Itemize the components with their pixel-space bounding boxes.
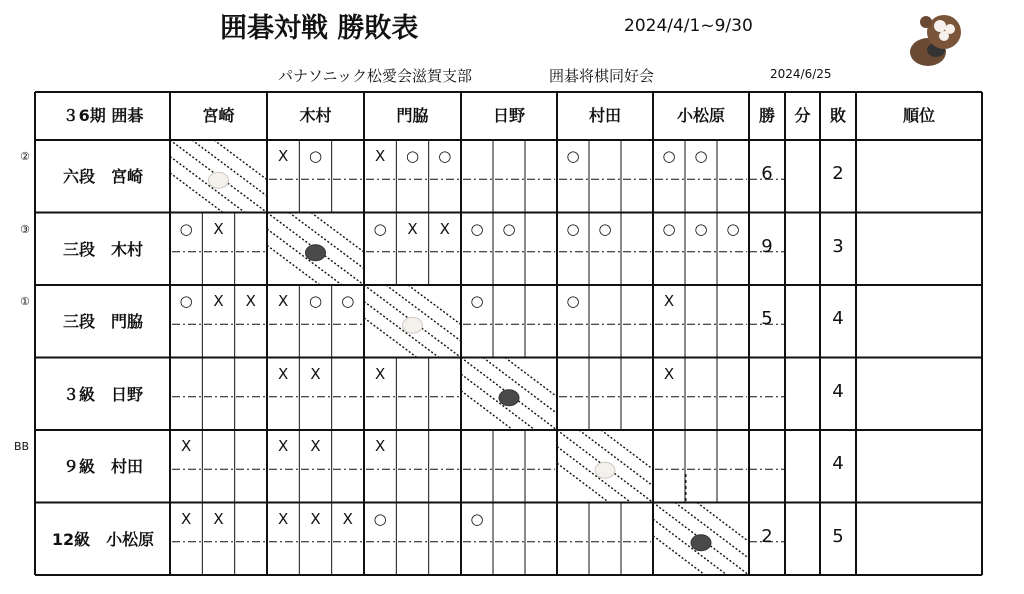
game-result-mark: X xyxy=(439,219,450,238)
loss-count: 4 xyxy=(832,308,844,329)
game-result-mark: ○ xyxy=(470,219,484,238)
game-result-mark: ○ xyxy=(598,219,612,238)
player-name: 三段 木村 xyxy=(62,239,143,259)
column-header: 宮崎 xyxy=(202,106,235,125)
win-count: 6 xyxy=(761,163,773,184)
game-result-mark: ○ xyxy=(470,509,484,528)
game-result-mark: ○ xyxy=(694,147,708,165)
game-result-mark: X xyxy=(663,292,675,310)
game-result-mark: X xyxy=(245,292,256,310)
game-result-mark: X xyxy=(278,147,289,165)
game-result-mark: ○ xyxy=(179,292,193,310)
club-label: 囲碁将棋同好会 xyxy=(549,67,655,85)
loss-count: 4 xyxy=(832,453,844,474)
game-result-mark: ○ xyxy=(662,147,676,165)
game-result-mark: ○ xyxy=(726,219,740,238)
white-stone xyxy=(209,172,229,188)
game-result-mark: X xyxy=(213,509,224,528)
row-side-note: ② xyxy=(20,150,30,163)
game-result-mark: X xyxy=(310,364,321,383)
game-result-mark: X xyxy=(310,437,321,455)
column-header: 日野 xyxy=(492,106,525,125)
black-stone xyxy=(306,245,326,261)
player-name: 12級 小松原 xyxy=(51,529,155,549)
column-header: 村田 xyxy=(588,106,621,125)
game-result-mark: X xyxy=(213,219,224,238)
game-result-mark: X xyxy=(407,219,418,238)
game-result-mark: ○ xyxy=(694,219,708,238)
game-result-mark: ○ xyxy=(373,509,387,528)
player-name: ９級 村田 xyxy=(62,457,143,476)
game-result-mark: X xyxy=(310,509,321,528)
period-label: 2024/4/1~9/30 xyxy=(624,16,753,36)
black-stone xyxy=(691,535,711,551)
player-name: ３級 日野 xyxy=(62,384,143,404)
game-result-mark: ○ xyxy=(438,147,452,165)
game-result-mark: ○ xyxy=(308,292,323,310)
game-result-mark: X xyxy=(663,364,675,383)
win-count: 9 xyxy=(761,235,773,257)
corner-label: ３6期 囲碁 xyxy=(62,106,144,125)
game-result-mark: X xyxy=(278,292,289,310)
column-header: 門脇 xyxy=(396,106,429,125)
game-result-mark: X xyxy=(278,364,289,383)
organization-label: パナソニック松愛会滋賀支部 xyxy=(278,67,472,85)
game-result-mark: ○ xyxy=(566,147,580,165)
draw-header: 分 xyxy=(794,106,811,125)
black-stone xyxy=(499,390,519,406)
row-side-note: BB xyxy=(14,440,30,453)
column-header: 木村 xyxy=(299,106,332,125)
win-count: 5 xyxy=(761,308,773,329)
game-result-mark: X xyxy=(375,364,386,383)
white-stone xyxy=(403,317,423,333)
loss-count: 4 xyxy=(832,380,844,402)
row-side-note: ① xyxy=(20,295,30,308)
game-result-mark: X xyxy=(278,509,289,528)
loss-count: 2 xyxy=(832,163,844,184)
game-result-mark: ○ xyxy=(405,147,420,165)
game-result-mark: X xyxy=(181,509,192,528)
column-header: 小松原 xyxy=(676,106,725,125)
rank-header: 順位 xyxy=(902,106,935,125)
player-name: 六段 宮崎 xyxy=(62,167,143,186)
player-name: 三段 門脇 xyxy=(62,312,143,331)
loss-count: 5 xyxy=(832,525,844,547)
game-result-mark: ○ xyxy=(566,219,580,238)
loss-header: 敗 xyxy=(829,106,846,125)
row-side-note: ③ xyxy=(20,222,30,236)
game-result-mark: X xyxy=(181,437,192,455)
game-result-mark: X xyxy=(278,437,289,455)
game-result-mark: X xyxy=(375,147,386,165)
update-date: 2024/6/25 xyxy=(770,67,832,81)
game-result-mark: ○ xyxy=(470,292,484,310)
game-result-mark: ○ xyxy=(502,219,516,238)
game-result-mark: ○ xyxy=(566,292,580,310)
game-result-mark: X xyxy=(213,292,224,310)
white-stone xyxy=(595,462,615,478)
game-result-mark: X xyxy=(342,509,353,528)
page-title: 囲碁対戦 勝敗表 xyxy=(220,13,419,44)
win-count: 2 xyxy=(761,525,773,547)
game-result-mark: X xyxy=(375,437,386,455)
game-result-mark: ○ xyxy=(341,292,355,310)
game-result-mark: ○ xyxy=(179,219,193,238)
win-header: 勝 xyxy=(758,106,775,125)
game-result-mark: ○ xyxy=(373,219,387,238)
game-result-mark: ○ xyxy=(662,219,676,238)
game-result-mark: ○ xyxy=(308,147,323,165)
loss-count: 3 xyxy=(832,235,844,257)
